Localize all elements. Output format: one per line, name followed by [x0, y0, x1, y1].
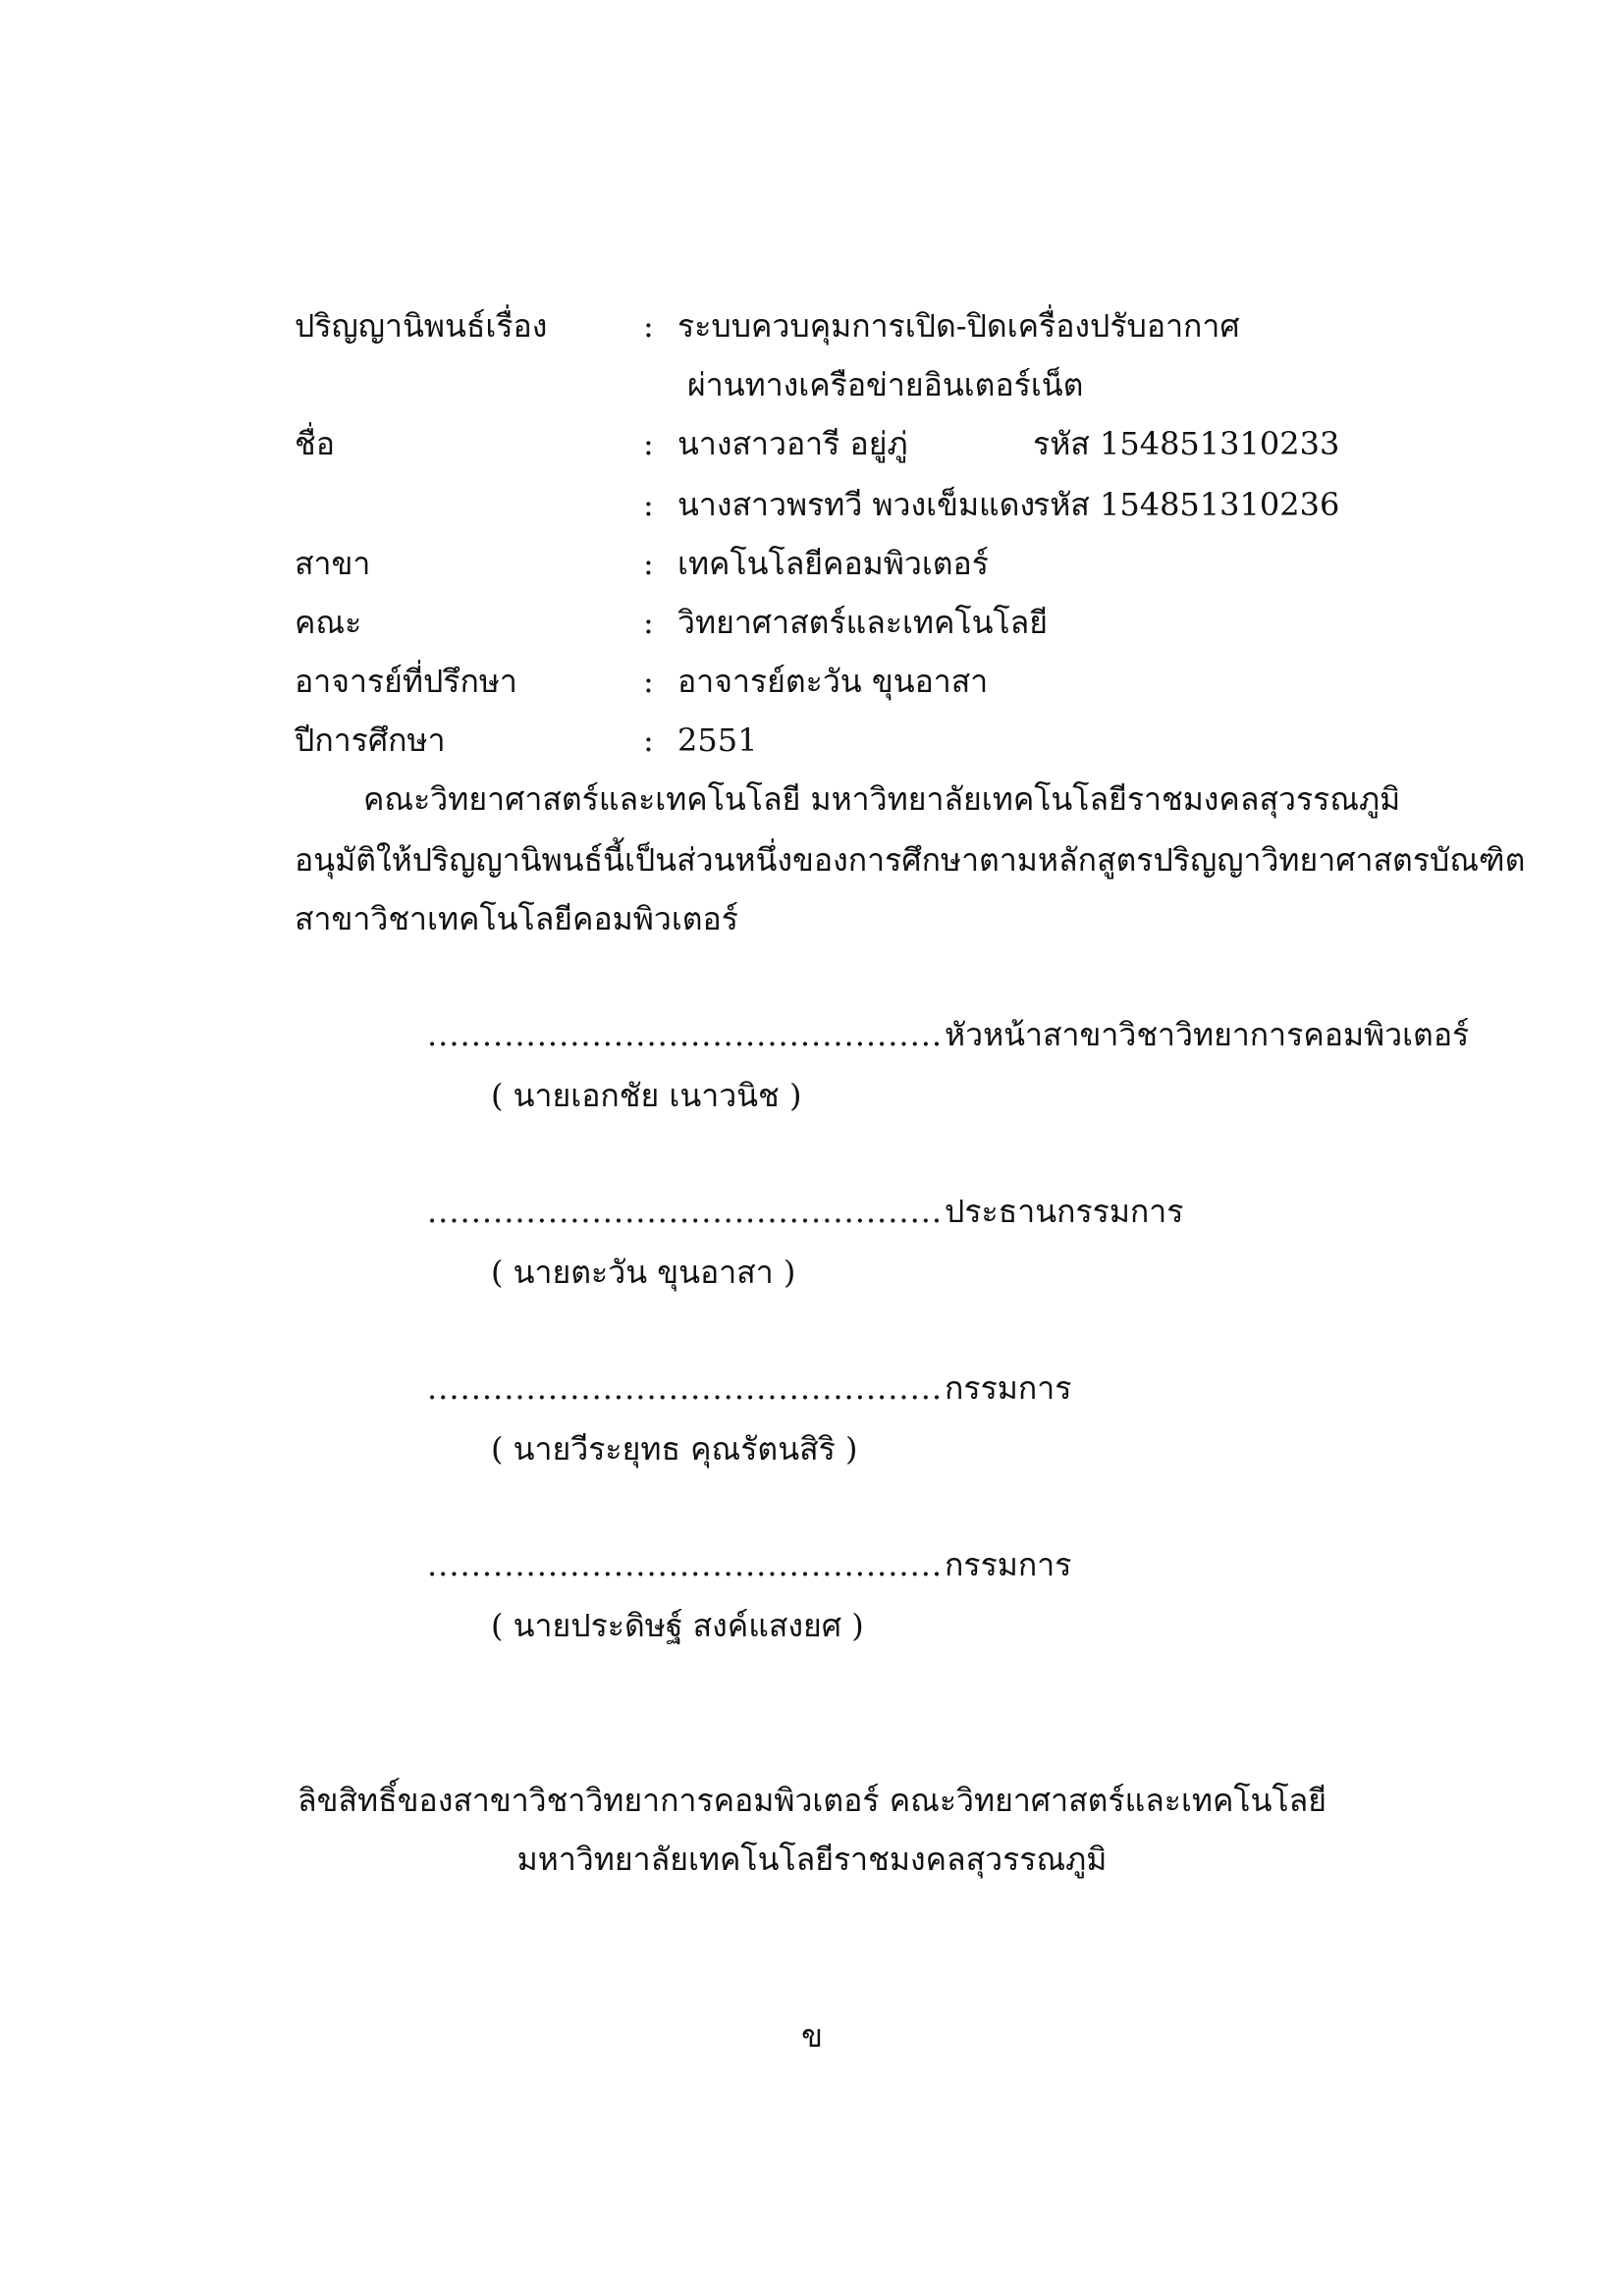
advisor-label: อาจารย์ที่ปรึกษา — [295, 663, 517, 700]
colon: : — [643, 545, 654, 582]
student1-name: นางสาวอารี อยู่ภู่ — [677, 425, 908, 462]
student1-code: รหัส 154851310233 — [1033, 425, 1340, 462]
year-value: 2551 — [677, 721, 758, 759]
thesis-title-line1: ระบบควบคุมการเปิด-ปิดเครื่องปรับอากาศ — [677, 307, 1240, 345]
colon: : — [643, 663, 654, 700]
signer-name: ( นายเอกชัย เนาวนิช ) — [491, 1077, 802, 1114]
thesis-title-line2: ผ่านทางเครือข่ายอินเตอร์เน็ต — [687, 366, 1084, 403]
name-label: ชื่อ — [295, 425, 335, 462]
student2-code: รหัส 154851310236 — [1033, 486, 1340, 523]
signature-role: กรรมการ — [945, 1369, 1072, 1407]
signer-name: ( นายวีระยุทธ คุณรัตนสิริ ) — [491, 1430, 858, 1468]
signature-line: ............................................... — [427, 1193, 944, 1230]
signer-name: ( นายตะวัน ขุนอาสา ) — [491, 1254, 796, 1291]
colon: : — [643, 425, 654, 462]
approval-line1: คณะวิทยาศาสตร์และเทคโนโลยี มหาวิทยาลัยเทคโนโลยีราชมงคลสุวรรณภูมิ — [363, 780, 1401, 818]
signer-name: ( นายประดิษฐ์ สงค์แสงยศ ) — [491, 1607, 864, 1644]
thesis-title-label: ปริญญานิพนธ์เรื่อง — [295, 307, 548, 345]
student2-name: นางสาวพรทวี พวงเข็มแดง — [677, 486, 1036, 523]
signature-role: ประธานกรรมการ — [945, 1193, 1184, 1230]
approval-line2: อนุมัติให้ปริญญานิพนธ์นี้เป็นส่วนหนึ่งของการศึกษาตามหลักสูตรปริญญาวิทยาศาสตรบัณฑิต — [295, 841, 1526, 879]
signature-role: หัวหน้าสาขาวิชาวิทยาการคอมพิวเตอร์ — [945, 1016, 1470, 1053]
year-label: ปีการศึกษา — [295, 721, 446, 759]
approval-line3: สาขาวิชาเทคโนโลยีคอมพิวเตอร์ — [295, 900, 738, 937]
faculty-label: คณะ — [295, 604, 362, 641]
page-number: ข — [801, 2017, 823, 2055]
signature-role: กรรมการ — [945, 1546, 1072, 1583]
copyright-line1: ลิขสิทธิ์ของสาขาวิชาวิทยาการคอมพิวเตอร์ คณะวิทยาศาสตร์และเทคโนโลยี — [297, 1782, 1327, 1819]
colon: : — [643, 721, 654, 759]
major-label: สาขา — [295, 545, 371, 582]
signature-line: ............................................... — [427, 1369, 944, 1407]
advisor-value: อาจารย์ตะวัน ขุนอาสา — [677, 663, 989, 700]
faculty-value: วิทยาศาสตร์และเทคโนโลยี — [677, 604, 1049, 641]
signature-line: ............................................... — [427, 1546, 944, 1583]
colon: : — [643, 486, 654, 523]
colon: : — [643, 307, 654, 345]
major-value: เทคโนโลยีคอมพิวเตอร์ — [677, 545, 989, 582]
colon: : — [643, 604, 654, 641]
copyright-line2: มหาวิทยาลัยเทคโนโลยีราชมงคลสุวรรณภูมิ — [516, 1841, 1108, 1878]
signature-line: ............................................... — [427, 1016, 944, 1053]
